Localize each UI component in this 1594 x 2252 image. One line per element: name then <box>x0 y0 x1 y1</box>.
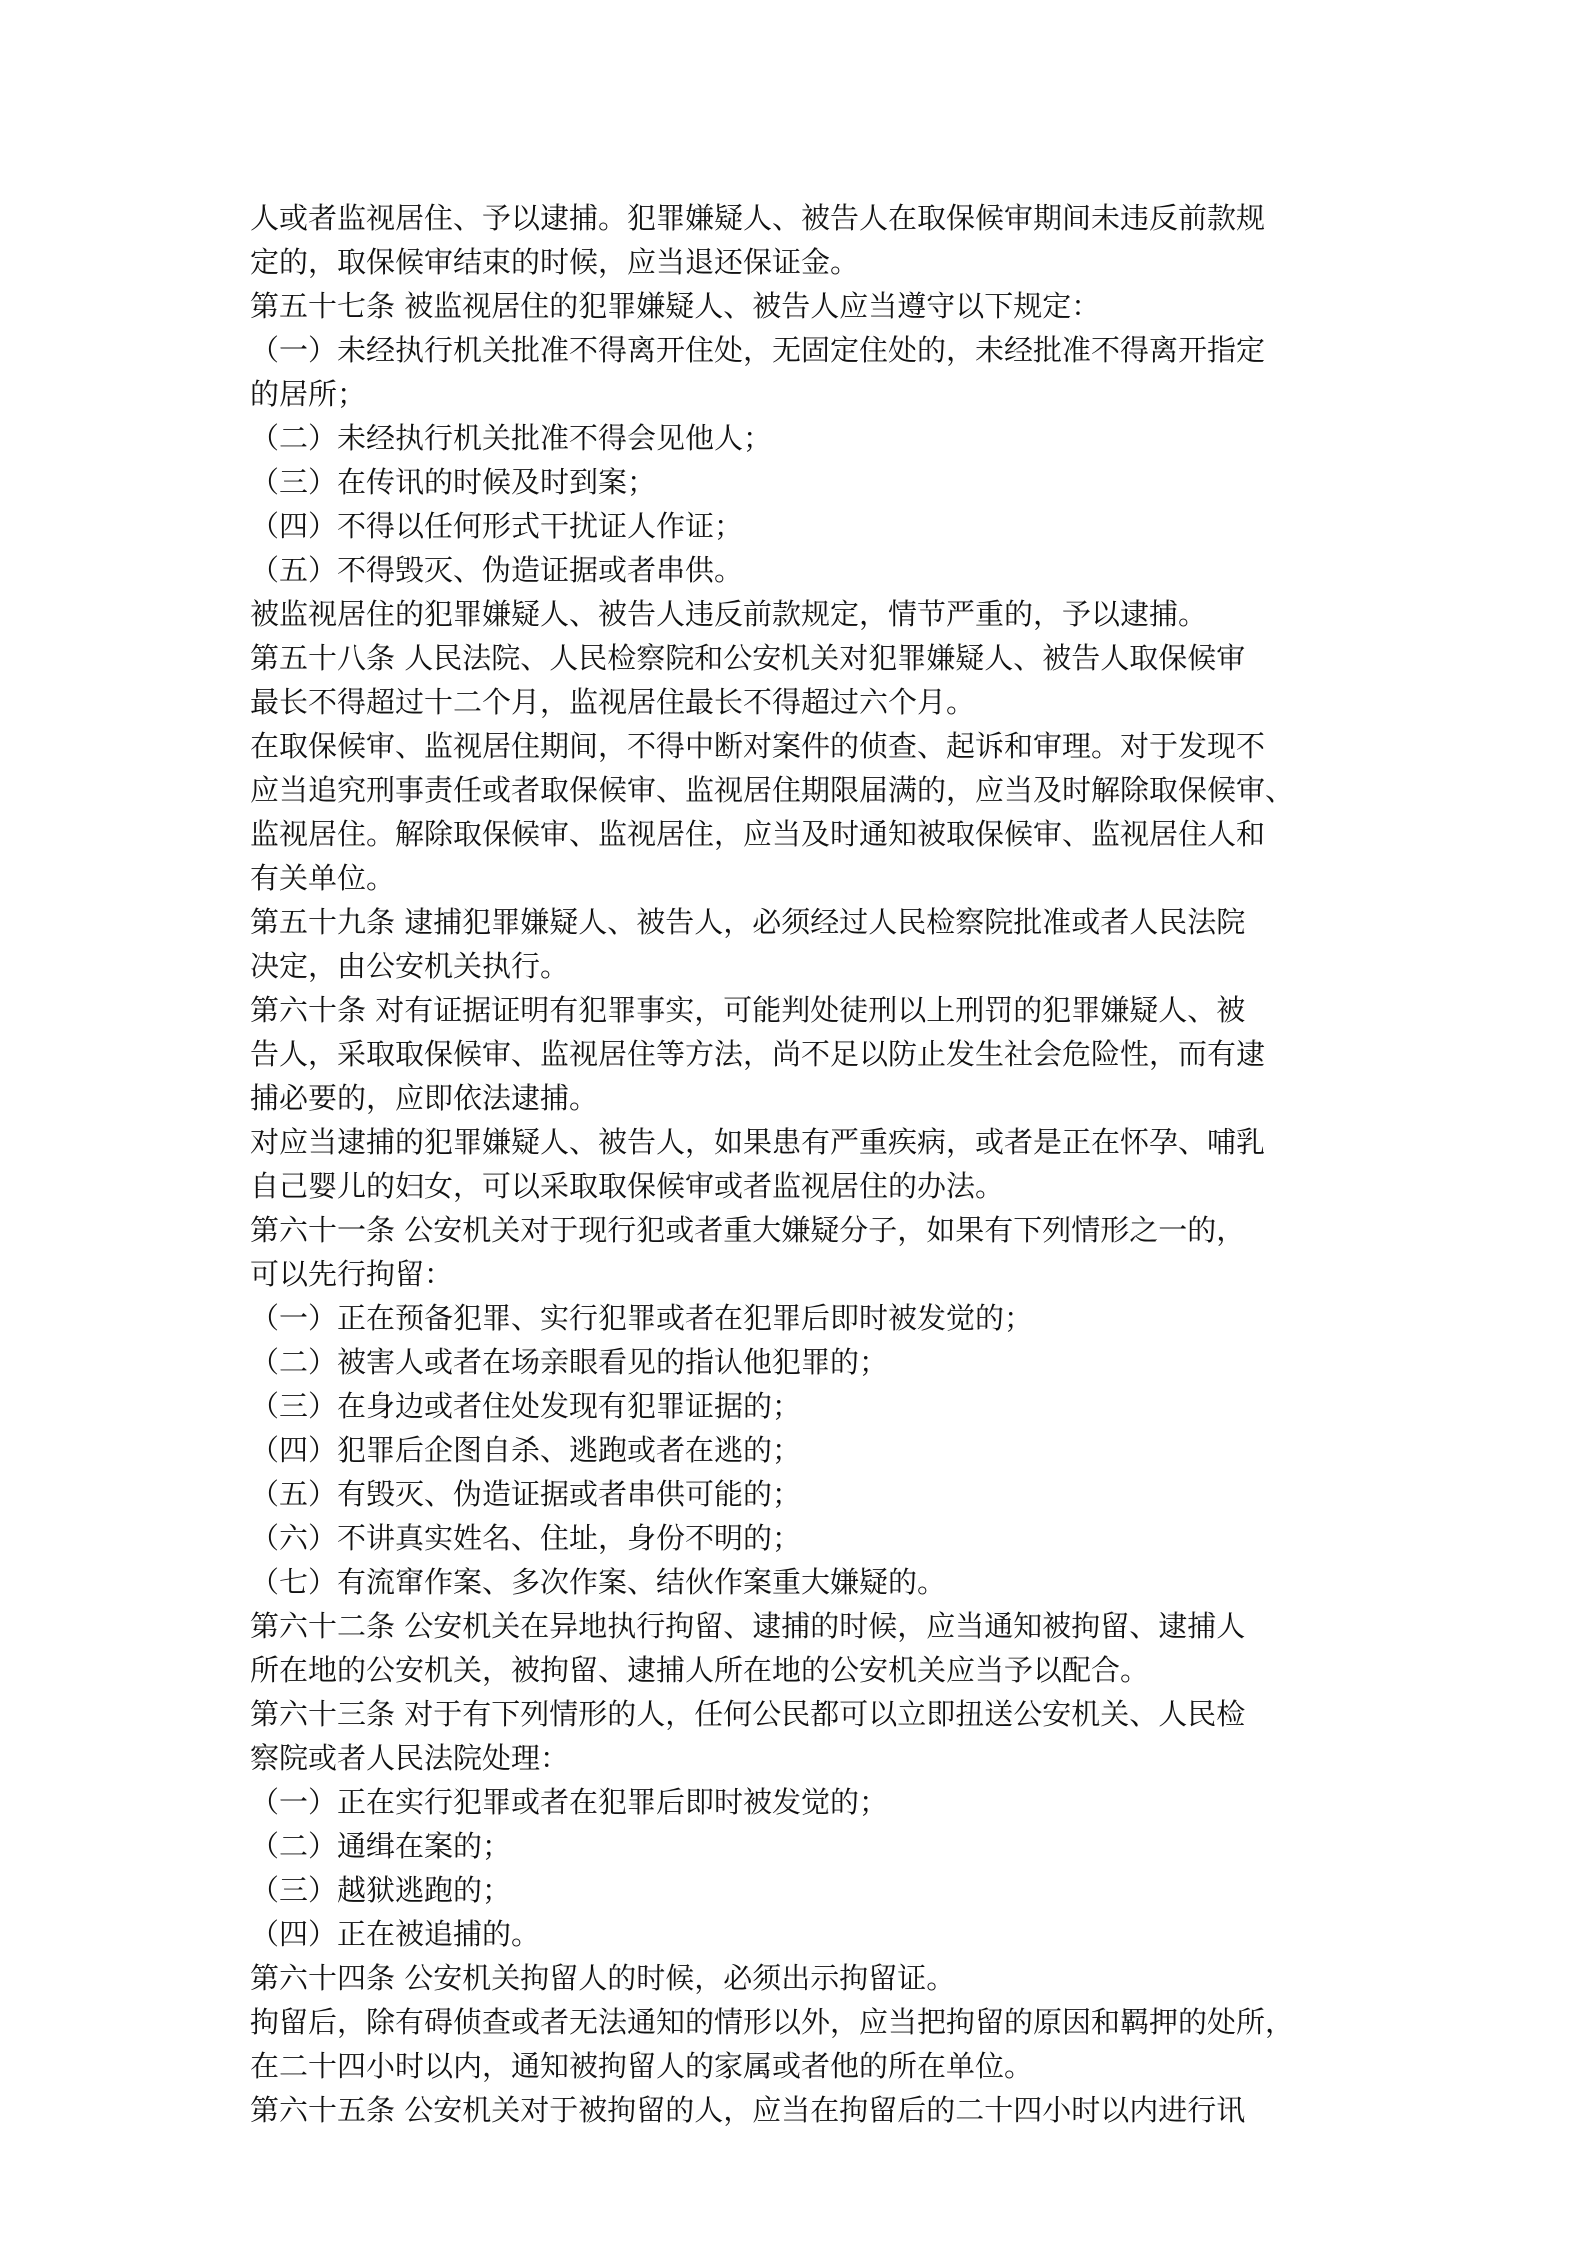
text-line: 在二十四小时以内，通知被拘留人的家属或者他的所在单位。 <box>250 2049 1034 2083</box>
document-page <box>250 196 1350 2132</box>
text-line: 被监视居住的犯罪嫌疑人、被告人违反前款规定，情节严重的，予以逮捕。 <box>250 597 1208 631</box>
list-item: （三）越狱逃跑的； <box>250 1873 512 1907</box>
text-line: 在取保候审、监视居住期间，不得中断对案件的侦查、起诉和审理。对于发现不 <box>250 729 1266 763</box>
text-line: 应当追究刑事责任或者取保候审、监视居住期限届满的，应当及时解除取保候审、 <box>250 773 1295 807</box>
list-item: （二）被害人或者在场亲眼看见的指认他犯罪的； <box>250 1345 889 1379</box>
text-line: 所在地的公安机关，被拘留、逮捕人所在地的公安机关应当予以配合。 <box>250 1653 1150 1687</box>
text-line: 决定，由公安机关执行。 <box>250 949 570 983</box>
article-heading-62: 第六十二条 公安机关在异地执行拘留、逮捕的时候，应当通知被拘留、逮捕人 <box>250 1609 1246 1643</box>
text-line: 监视居住。解除取保候审、监视居住，应当及时通知被取保候审、监视居住人和 <box>250 817 1266 851</box>
text-line: 对应当逮捕的犯罪嫌疑人、被告人，如果患有严重疾病，或者是正在怀孕、哺乳 <box>250 1125 1266 1159</box>
text-line: 捕必要的，应即依法逮捕。 <box>250 1081 599 1115</box>
article-heading-57: 第五十七条 被监视居住的犯罪嫌疑人、被告人应当遵守以下规定： <box>250 289 1101 323</box>
list-item: （一）正在实行犯罪或者在犯罪后即时被发觉的； <box>250 1785 889 1819</box>
list-item: （四）正在被追捕的。 <box>250 1917 541 1951</box>
list-item: （五）有毁灭、伪造证据或者串供可能的； <box>250 1477 802 1511</box>
article-heading-64: 第六十四条 公安机关拘留人的时候，必须出示拘留证。 <box>250 1961 956 1995</box>
text-line: 有关单位。 <box>250 861 396 895</box>
text-line: 拘留后，除有碍侦查或者无法通知的情形以外，应当把拘留的原因和羁押的处所， <box>250 2005 1295 2039</box>
list-item: （四）不得以任何形式干扰证人作证； <box>250 509 744 543</box>
list-item: （二）通缉在案的； <box>250 1829 512 1863</box>
list-item: （六）不讲真实姓名、住址，身份不明的； <box>250 1521 802 1555</box>
article-heading-63: 第六十三条 对于有下列情形的人，任何公民都可以立即扭送公安机关、人民检 <box>250 1697 1246 1731</box>
list-item: （四）犯罪后企图自杀、逃跑或者在逃的； <box>250 1433 802 1467</box>
text-line: 察院或者人民法院处理： <box>250 1741 570 1775</box>
article-heading-60: 第六十条 对有证据证明有犯罪事实，可能判处徒刑以上刑罚的犯罪嫌疑人、被 <box>250 993 1246 1027</box>
article-heading-58: 第五十八条 人民法院、人民检察院和公安机关对犯罪嫌疑人、被告人取保候审 <box>250 641 1246 675</box>
list-item: （一）正在预备犯罪、实行犯罪或者在犯罪后即时被发觉的； <box>250 1301 1034 1335</box>
text-line: 告人，采取取保候审、监视居住等方法，尚不足以防止发生社会危险性，而有逮 <box>250 1037 1266 1071</box>
text-line: 最长不得超过十二个月，监视居住最长不得超过六个月。 <box>250 685 976 719</box>
list-item: （五）不得毁灭、伪造证据或者串供。 <box>250 553 744 587</box>
text-line: 自己婴儿的妇女，可以采取取保候审或者监视居住的办法。 <box>250 1169 1005 1203</box>
text-line: 的居所； <box>250 377 367 411</box>
article-heading-61: 第六十一条 公安机关对于现行犯或者重大嫌疑分子，如果有下列情形之一的， <box>250 1213 1246 1247</box>
article-heading-65: 第六十五条 公安机关对于被拘留的人，应当在拘留后的二十四小时以内进行讯 <box>250 2093 1246 2127</box>
list-item: （二）未经执行机关批准不得会见他人； <box>250 421 773 455</box>
text-line: 定的，取保候审结束的时候，应当退还保证金。 <box>250 245 860 279</box>
list-item: （三）在传讯的时候及时到案； <box>250 465 657 499</box>
list-item: （一）未经执行机关批准不得离开住处，无固定住处的，未经批准不得离开指定 <box>250 333 1266 367</box>
list-item: （三）在身边或者住处发现有犯罪证据的； <box>250 1389 802 1423</box>
text-line: 人或者监视居住、予以逮捕。犯罪嫌疑人、被告人在取保候审期间未违反前款规 <box>250 201 1266 235</box>
article-heading-59: 第五十九条 逮捕犯罪嫌疑人、被告人，必须经过人民检察院批准或者人民法院 <box>250 905 1246 939</box>
list-item: （七）有流窜作案、多次作案、结伙作案重大嫌疑的。 <box>250 1565 947 1599</box>
text-line: 可以先行拘留： <box>250 1257 454 1291</box>
